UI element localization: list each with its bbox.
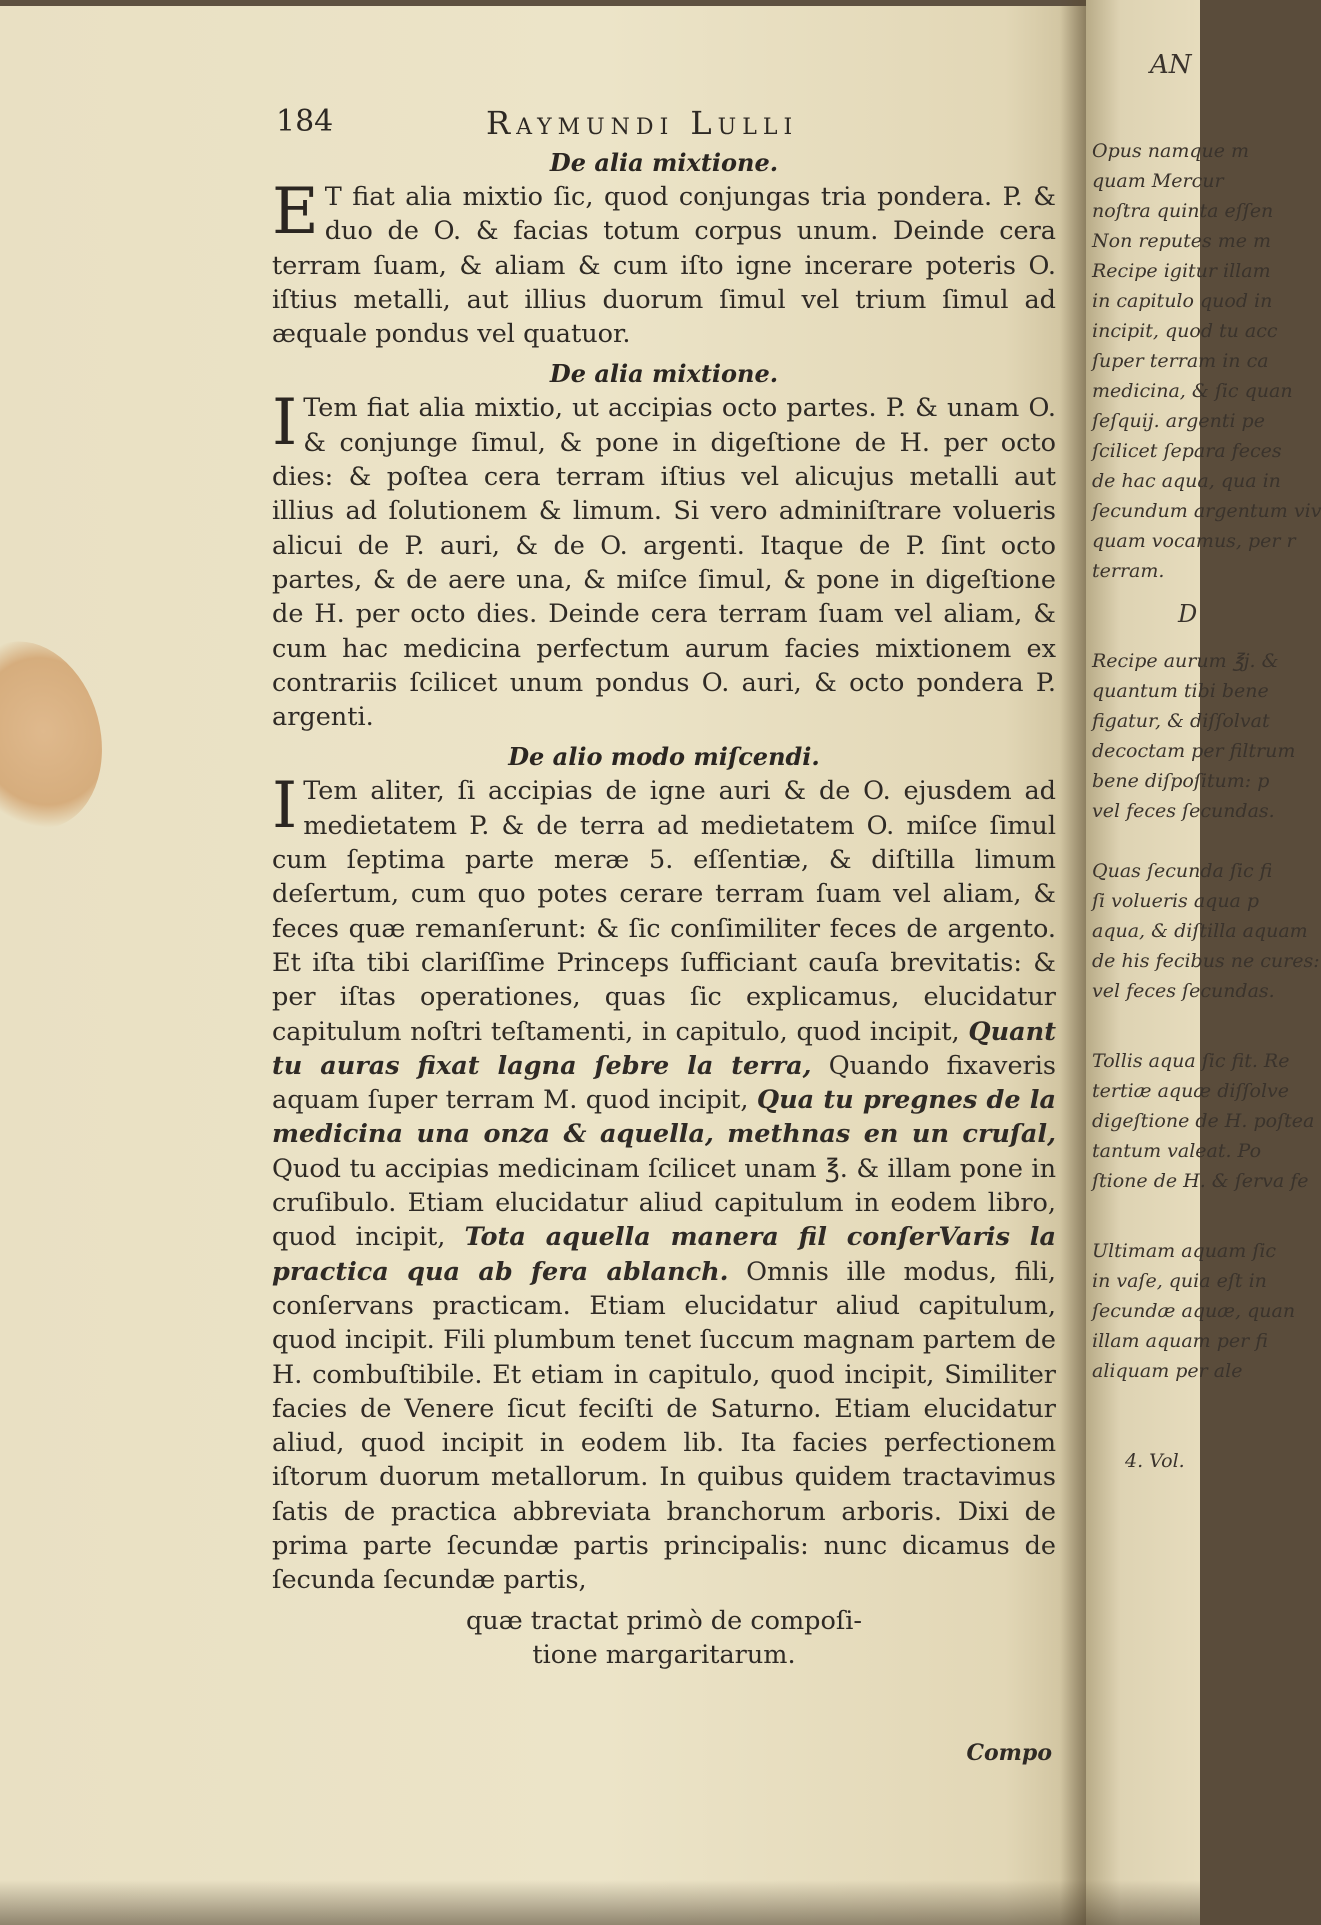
catalan-quote: Tota aquella manera fil conſerVaris la practica qua ab fera ablanch.	[272, 1222, 1056, 1287]
margin-fragment: vel feces ſecundas.	[1092, 800, 1275, 822]
paragraph-text: T fiat alia mixtio ſic, quod conjungas tria pondera. P. & duo de O. & facias totum corpus unum. Deinde cera terram ſuam, & aliam & cum iſto igne incerare poteris O. iſtius metalli, aut illius duorum ſimul vel trium ſimul ad æquale pondus vel quatuor.	[272, 182, 1056, 350]
paragraph-text: Tem fiat alia mixtio, ut accipias octo partes. P. & unam O. & conjunge ſimul, & pone in digeſtione de H. per octo dies: & poſtea cera terram iſtius vel alicujus metalli aut illius ad ſolutionem & limum. Si vero adminiſtrare volueris alicui de P. auri, & de O. argenti. Itaque de P. ſint octo partes, & de aere una, & miſce ſimul, & pone in digeſtione de H. per octo dies. Deinde cera terram ſuam vel aliam, & cum hac medicina perfectum aurum facies mixtionem ex contrariis ſcilicet unum pondus O. auri, & octo pondera P. argenti.	[272, 393, 1056, 733]
paragraph	[272, 769, 1056, 1597]
margin-fragment: de hac aqua, qua in	[1092, 470, 1281, 492]
catchword: Compo	[966, 1740, 1052, 1767]
margin-fragment: quantum tibi bene	[1092, 680, 1269, 702]
drop-cap: I	[272, 769, 298, 844]
margin-fragment: Quas ſecunda ſic fi	[1092, 860, 1273, 882]
margin-fragment: digeſtione de H. poſtea	[1092, 1110, 1315, 1132]
margin-fragment: ſecundæ aquæ, quan	[1092, 1300, 1296, 1322]
margin-fragment: aqua, & diſtilla aquam	[1092, 920, 1308, 942]
section-heading: De alia mixtione.	[549, 148, 779, 177]
paragraph-text: Quod tu accipias medicinam ſcilicet unam ℥. & illam pone in cruſibulo. Etiam elucidatur aliud capitulum in eodem libro, quod incipit,	[272, 1153, 1056, 1253]
book-gutter	[1060, 0, 1086, 1925]
margin-fragment: 4. Vol.	[1125, 1450, 1185, 1472]
closing-line: quæ tractat primò de compoſi-	[465, 1605, 863, 1636]
paragraph-text: Omnis ille modus, fili, conſervans practicam. Etiam elucidatur aliud capitulum, quod incipit. Fili plumbum tenet ſuccum magnam partem de H. combuſtibile. Et etiam in capitulo, quod incipit, Similiter facies de Venere ſicut feciſti de Saturno. Etiam elucidatur aliud, quod incipit in eodem lib. Ita facies perfectionem iſtorum duorum metallorum. In quibus quidem tractavimus ſatis de practica abbreviata branchorum arboris. Dixi de prima parte ſecundæ partis principalis: nunc dicamus de ſecunda ſecundæ partis,	[272, 1256, 1056, 1596]
margin-fragment: ſi volueris aqua p	[1092, 890, 1260, 912]
margin-fragment: quam vocamus, per r	[1092, 530, 1296, 552]
margin-fragment: bene diſpoſitum: p	[1092, 770, 1270, 792]
margin-fragment: ſcilicet ſepara feces	[1092, 440, 1282, 462]
catalan-quote: Qua tu pregnes de la medicina una onza & aquella, methnas en un cruſal,	[272, 1085, 1056, 1150]
margin-fragment: in vaſe, quia eſt in	[1092, 1270, 1267, 1292]
paragraph-text: Tem aliter, ſi accipias de igne auri & de O. ejusdem ad medietatem P. & de terra ad medietatem O. miſce ſimul cum ſeptima parte meræ 5. eſſentiæ, & diſtilla limum deſertum, cum quo potes cerare terram ſuam vel aliam, & feces quæ remanſerunt: & ſic conſimiliter feces de argento. Et iſta tibi clariſſime Princeps ſufficiant cauſa brevitatis: & per iſtas operationes, quas ſic explicamus, elucidatur capitulum noſtri teſtamenti, in capitulo, quod incipit,	[272, 776, 1056, 1047]
margin-fragment: tantum valeat. Po	[1092, 1140, 1262, 1162]
margin-fragment: aliquam per ale	[1092, 1360, 1243, 1382]
margin-fragment: Opus namque m	[1092, 140, 1250, 162]
margin-fragment: noſtra quinta eſſen	[1092, 200, 1274, 222]
margin-fragment: medicina, & ſic quan	[1092, 380, 1293, 402]
main-text	[272, 146, 1056, 1770]
margin-fragment: incipit, quod tu acc	[1092, 320, 1278, 342]
margin-fragment: Ultimam aquam ſic	[1092, 1240, 1277, 1262]
paragraph	[272, 386, 1056, 734]
margin-fragment: vel feces ſecundas.	[1092, 980, 1275, 1002]
paragraph	[272, 175, 1056, 351]
running-head	[0, 104, 1092, 144]
section-heading: De alia mixtione.	[549, 359, 779, 389]
drop-cap: E	[272, 175, 319, 249]
margin-fragment: ſecundum argentum viv	[1092, 500, 1321, 522]
margin-fragment: tertiæ aquæ diſſolve	[1092, 1080, 1289, 1102]
margin-fragment: terram.	[1092, 560, 1165, 582]
margin-fragment: in capitulo quod in	[1092, 290, 1273, 312]
margin-fragment: figatur, & diſſolvat	[1092, 710, 1270, 732]
page-bottom-shadow	[0, 1880, 1200, 1925]
margin-fragment: ſuper terram in ca	[1092, 350, 1269, 372]
margin-fragment: ſtione de H. & ſerva fe	[1092, 1170, 1309, 1192]
margin-fragment: decoctam per filtrum	[1092, 740, 1296, 762]
drop-cap: I	[272, 386, 298, 461]
margin-fragment: Recipe igitur illam	[1092, 260, 1271, 282]
margin-fragment: quam Mercur	[1092, 170, 1224, 192]
catalan-quote: Quant tu auras fixat lagna ſebre la terra,	[272, 1016, 1056, 1081]
section-heading: De alio modo miſcendi.	[508, 742, 820, 772]
paragraph-text: Quando fixaveris aquam ſuper terram M. quod incipit,	[272, 1050, 1056, 1116]
closing-line: tione margaritarum.	[532, 1639, 796, 1670]
margin-fragment: de his fecibus ne cures:	[1092, 950, 1320, 972]
running-title: Raymundi Lulli	[486, 104, 799, 142]
margin-fragment: Non reputes me m	[1092, 230, 1272, 252]
margin-fragment: AN	[1150, 50, 1192, 80]
margin-fragment: Tollis aqua ſic fit. Re	[1092, 1050, 1290, 1072]
margin-fragment: illam aquam per fi	[1092, 1330, 1268, 1352]
margin-fragment: Recipe aurum ℥j. &	[1092, 650, 1279, 672]
margin-fragment: D	[1178, 600, 1198, 628]
margin-fragment: ſeſquij. argenti pe	[1092, 410, 1265, 432]
page-number: 184	[276, 104, 334, 139]
